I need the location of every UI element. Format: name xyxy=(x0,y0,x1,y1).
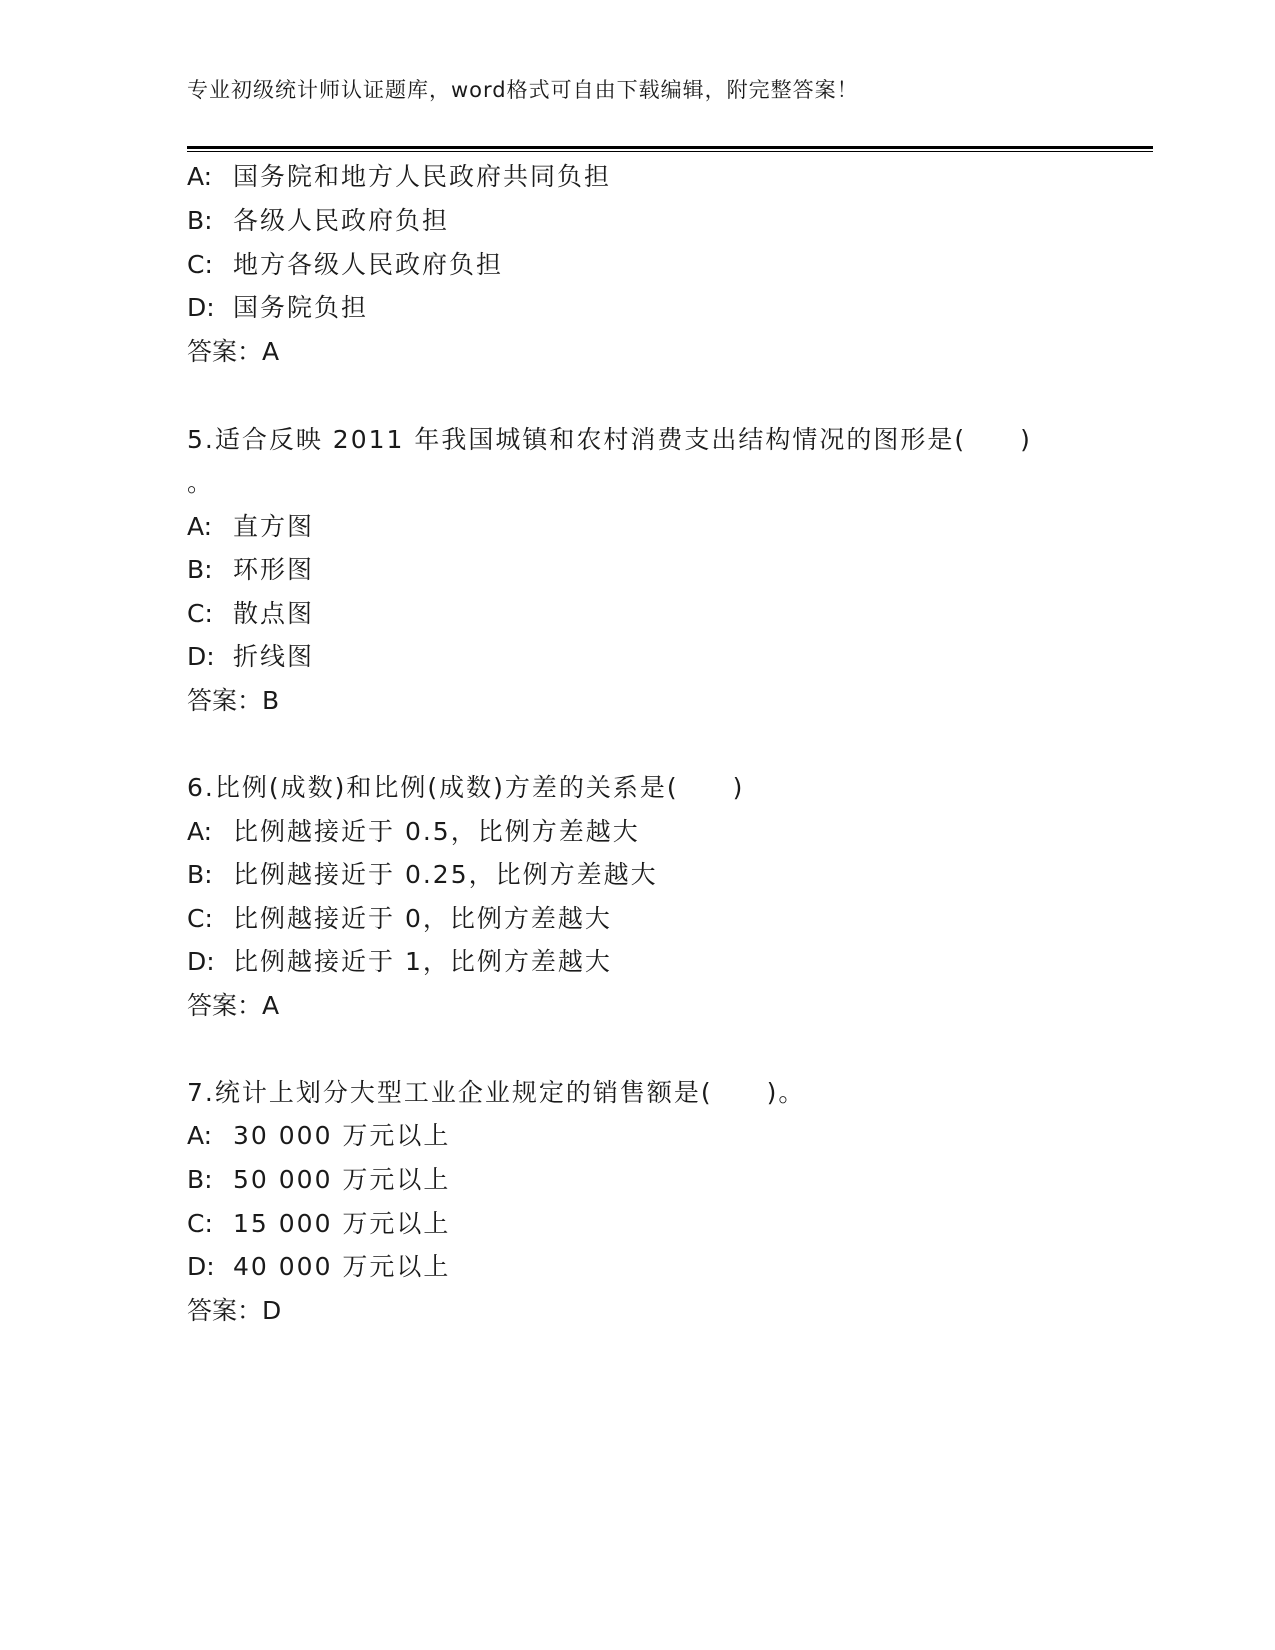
header-rule-thick xyxy=(187,146,1153,149)
q5-stem: 5.适合反映 2011 年我国城镇和农村消费支出结构情况的图形是( ) xyxy=(187,425,1032,454)
q4-answer: 答案：A xyxy=(187,337,280,366)
q4-option-b: B: 各级人民政府负担 xyxy=(187,206,450,235)
q5-option-c: C: 散点图 xyxy=(187,599,315,628)
q6-stem: 6.比例(成数)和比例(成数)方差的关系是( ) xyxy=(187,773,745,802)
q7-answer: 答案：D xyxy=(187,1296,282,1325)
q5-option-d: D: 折线图 xyxy=(187,642,315,671)
q6-option-b: B: 比例越接近于 0.25，比例方差越大 xyxy=(187,860,658,889)
q5-answer: 答案：B xyxy=(187,686,280,715)
q6-option-a: A: 比例越接近于 0.5，比例方差越大 xyxy=(187,817,640,846)
q7-option-a: A: 30 000 万元以上 xyxy=(187,1121,451,1150)
q4-option-d: D: 国务院负担 xyxy=(187,293,369,322)
q4-option-c: C: 地方各级人民政府负担 xyxy=(187,250,504,279)
q7-option-b: B: 50 000 万元以上 xyxy=(187,1165,451,1194)
q6-option-c: C: 比例越接近于 0，比例方差越大 xyxy=(187,904,612,933)
page-header: 专业初级统计师认证题库，word格式可自由下载编辑，附完整答案！ xyxy=(187,78,859,102)
q6-option-d: D: 比例越接近于 1，比例方差越大 xyxy=(187,947,612,976)
q7-stem: 7.统计上划分大型工业企业规定的销售额是( )。 xyxy=(187,1078,806,1107)
q6-answer: 答案：A xyxy=(187,991,280,1020)
q5-option-a: A: 直方图 xyxy=(187,512,315,541)
header-rule-thin xyxy=(187,151,1153,152)
q4-option-a: A: 国务院和地方人民政府共同负担 xyxy=(187,162,612,191)
q5-option-b: B: 环形图 xyxy=(187,555,315,584)
q7-option-c: C: 15 000 万元以上 xyxy=(187,1209,451,1238)
q7-option-d: D: 40 000 万元以上 xyxy=(187,1252,451,1281)
q5-stem-cont: 。 xyxy=(187,468,215,497)
